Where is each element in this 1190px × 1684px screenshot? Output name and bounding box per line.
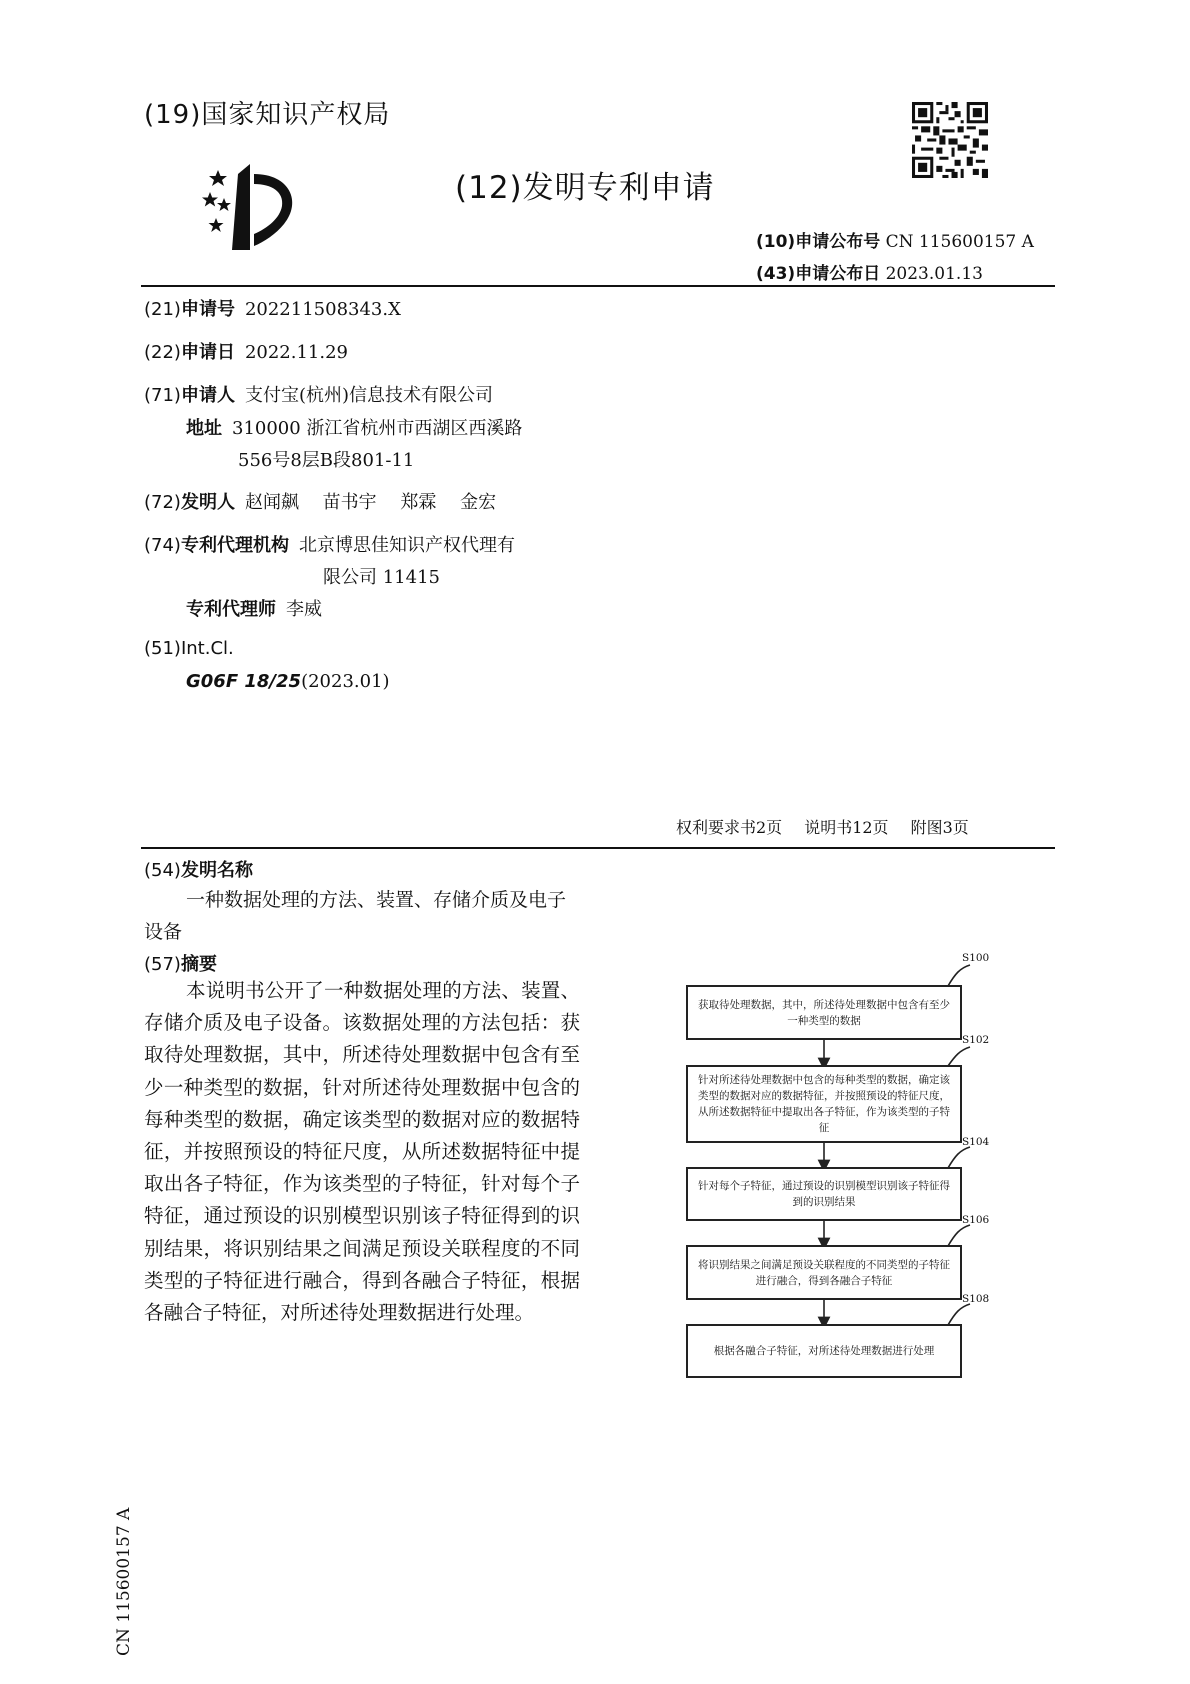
field-code: (71) bbox=[144, 385, 181, 406]
description-pages: 说明书12页 bbox=[804, 818, 889, 837]
publication-number: CN 115600157 A bbox=[885, 232, 1034, 252]
publication-date-label: (43)申请公布日 bbox=[756, 264, 881, 284]
field-label: 发明人 bbox=[180, 492, 235, 513]
agent: 李威 bbox=[286, 599, 322, 620]
step-label: S106 bbox=[962, 1214, 990, 1226]
flowchart-step: 针对每个子特征，通过预设的识别模型识别该子特征得到的识别结果 bbox=[686, 1167, 962, 1221]
agency-line-1: 北京博思佳知识产权代理有 bbox=[298, 535, 515, 556]
int-cl-year: (2023.01) bbox=[301, 671, 390, 692]
publication-number-label: (10)申请公布号 bbox=[756, 232, 881, 252]
inventors: 赵闻飙 苗书宇 郑霖 金宏 bbox=[244, 492, 497, 513]
agency-line-2: 限公司 11415 bbox=[323, 567, 440, 588]
flowchart-step: 将识别结果之间满足预设关联程度的不同类型的子特征进行融合，得到各融合子特征 bbox=[686, 1245, 962, 1300]
field-code: (57) bbox=[144, 954, 181, 975]
application-number: 202211508343.X bbox=[244, 299, 401, 320]
address-line-2: 556号8层B段801-11 bbox=[238, 450, 415, 471]
abstract-text: 本说明书公开了一种数据处理的方法、装置、存储介质及电子设备。该数据处理的方法包括：获取待处理数据，其中，所述待处理数据中包含有至少一种类型的数据，针对所述待处理数据中包含的每种类型的数据，确定该类型的数据对应的数据特征，并按照预设的特征尺度，从所述数据特征中提取出各子特征，作为该类型的子特征，针对每个子特征，通过预设的识别模型识别该子特征得到的识别结果，将识别结果之间满足预设关联程度的不同类型的子特征进行融合，得到各融合子特征，根据各融合子特征，对所述待处理数据进行处理。 bbox=[144, 979, 580, 1325]
office-name: (19)国家知识产权局 bbox=[144, 100, 391, 130]
field-code: (22) bbox=[144, 342, 181, 363]
application-date: 2022.11.29 bbox=[244, 342, 349, 363]
field-code: (54) bbox=[144, 860, 181, 881]
field-label: 申请号 bbox=[180, 299, 235, 320]
field-label: 发明名称 bbox=[180, 860, 253, 881]
field-label: 专利代理师 bbox=[186, 599, 276, 620]
step-label: S104 bbox=[962, 1136, 990, 1148]
field-code: (21) bbox=[144, 299, 181, 320]
document-type: (12)发明专利申请 bbox=[455, 170, 715, 206]
step-label: S108 bbox=[962, 1293, 990, 1305]
flowchart-step: 根据各融合子特征，对所述待处理数据进行处理 bbox=[686, 1324, 962, 1378]
int-cl-label: Int.Cl. bbox=[180, 638, 234, 659]
field-label: 摘要 bbox=[180, 954, 217, 975]
step-label: S100 bbox=[962, 952, 990, 964]
int-cl-class: G06F 18/25 bbox=[186, 671, 302, 692]
field-code: (74) bbox=[144, 535, 181, 556]
flowchart-step: 获取待处理数据，其中，所述待处理数据中包含有至少一种类型的数据 bbox=[686, 985, 962, 1040]
field-label: 专利代理机构 bbox=[180, 535, 289, 556]
claims-pages: 权利要求书2页 bbox=[676, 818, 783, 837]
publication-date: 2023.01.13 bbox=[885, 264, 983, 284]
side-number-wrap bbox=[114, 1496, 136, 1656]
field-code: (72) bbox=[144, 492, 181, 513]
address-line-1: 310000 浙江省杭州市西湖区西溪路 bbox=[232, 418, 523, 439]
step-label: S102 bbox=[962, 1034, 990, 1046]
field-code: (51) bbox=[144, 638, 181, 659]
field-label: 地址 bbox=[186, 418, 222, 439]
invention-title: 一种数据处理的方法、装置、存储介质及电子设备 bbox=[144, 889, 567, 943]
field-label: 申请人 bbox=[180, 385, 235, 406]
flowchart-step: 针对所述待处理数据中包含的每种类型的数据，确定该类型的数据对应的数据特征，并按照预设的特征尺度，从所述数据特征中提取出各子特征，作为该类型的子特征 bbox=[686, 1065, 962, 1143]
field-label: 申请日 bbox=[180, 342, 235, 363]
drawings-pages: 附图3页 bbox=[910, 818, 969, 837]
applicant: 支付宝(杭州)信息技术有限公司 bbox=[244, 385, 493, 406]
side-publication-number: CN 115600157 A bbox=[114, 1507, 134, 1656]
